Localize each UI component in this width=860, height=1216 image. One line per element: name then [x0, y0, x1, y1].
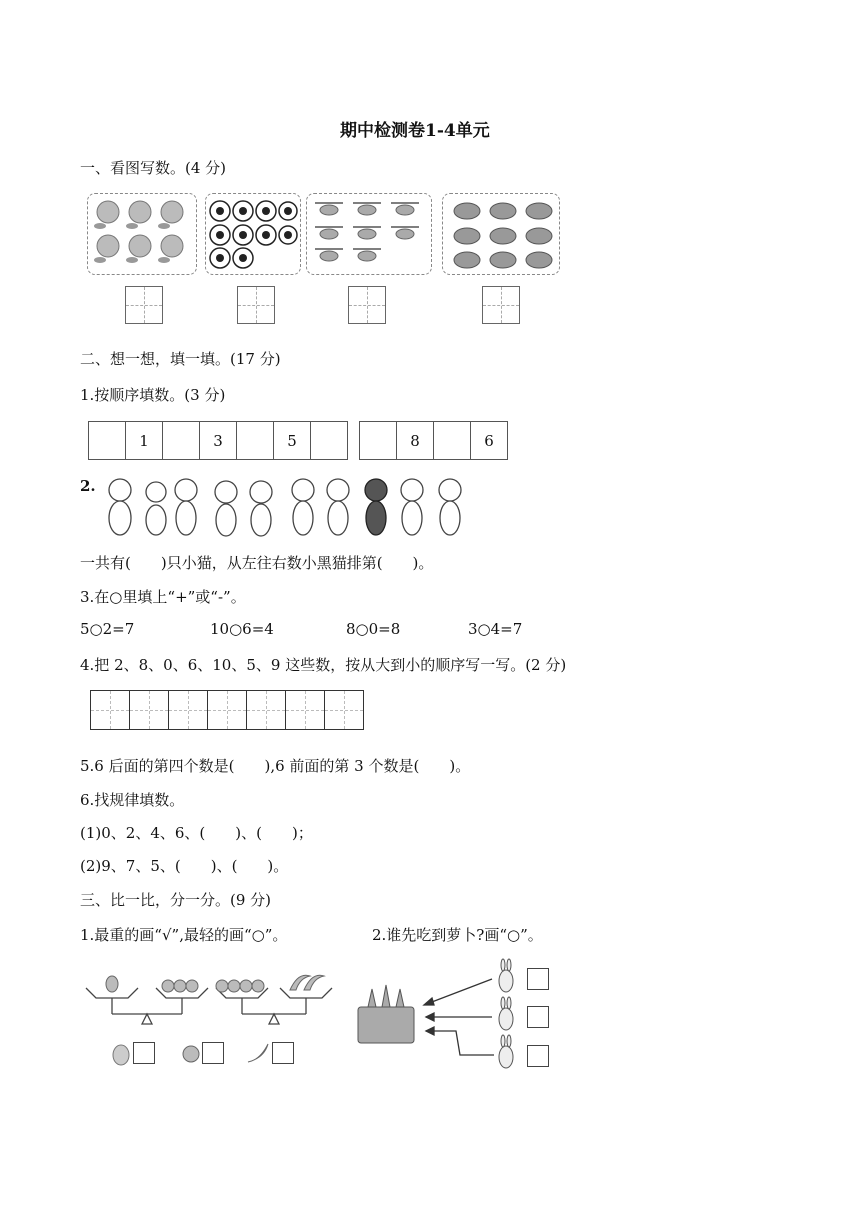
- answer-box-rabbit-1[interactable]: [527, 968, 549, 990]
- balance-scales-picture: [84, 968, 344, 1034]
- ordering-cell[interactable]: [91, 691, 130, 729]
- pattern-1: (1)0、2、4、6、( )、( )；: [80, 824, 313, 842]
- eggplants-picture: [442, 193, 560, 275]
- question-2-4: 4.把 2、8、0、6、10、5、9 这些数，按从大到小的顺序写一写。(2 分): [80, 656, 567, 674]
- sequence-row-2: [359, 421, 508, 460]
- sequence-cell: 3: [200, 422, 237, 459]
- flowers-picture: [87, 193, 197, 275]
- answer-box-eggplants[interactable]: [482, 286, 520, 324]
- question-2-2-number: 2.: [80, 477, 96, 495]
- soccer-balls-picture: [205, 193, 301, 275]
- sequence-cell: 6: [484, 431, 494, 450]
- ordering-cell[interactable]: [325, 691, 363, 729]
- answer-box-helicopters[interactable]: [348, 286, 386, 324]
- question-3-1: 1.最重的画“√”,最轻的画“○”。: [80, 926, 288, 944]
- question-3-2: 2.谁先吃到萝卜?画“○”。: [372, 926, 543, 944]
- question-2-6: 6.找规律填数。: [80, 791, 185, 809]
- sequence-row-1: [88, 421, 348, 460]
- answer-box-apple[interactable]: [202, 1042, 224, 1064]
- answer-box-rabbit-3[interactable]: [527, 1045, 549, 1067]
- cats-picture: [98, 476, 478, 542]
- question-2-3: 3.在○里填上“+”或“-”。: [80, 588, 246, 606]
- section-2-heading: 二、想一想，填一填。(17 分): [80, 350, 281, 368]
- answer-box-pear[interactable]: [133, 1042, 155, 1064]
- section-3-heading: 三、比一比，分一分。(9 分): [80, 891, 272, 909]
- section-1-heading: 一、看图写数。(4 分): [80, 159, 227, 177]
- ordering-cell[interactable]: [169, 691, 208, 729]
- sequence-cell[interactable]: [89, 422, 126, 459]
- equation-2: 10○6=4: [210, 620, 274, 638]
- question-2-5: 5.6 后面的第四个数是( ),6 前面的第 3 个数是( )。: [80, 757, 471, 775]
- rabbits-carrots-picture: [350, 955, 520, 1075]
- ordering-cell[interactable]: [208, 691, 247, 729]
- sequence-cell: 5: [274, 422, 311, 459]
- ordering-cell[interactable]: [286, 691, 325, 729]
- equation-1: 5○2=7: [80, 620, 135, 638]
- sequence-cell: 1: [126, 422, 163, 459]
- page-title: 期中检测卷1-4单元: [340, 121, 490, 141]
- pattern-2: (2)9、7、5、( )、( )。: [80, 857, 289, 875]
- sequence-cell[interactable]: [434, 422, 471, 459]
- pear-icon: [106, 1040, 136, 1066]
- apple-icon: [180, 1042, 202, 1064]
- equation-4: 3○4=7: [468, 620, 523, 638]
- ordering-cell[interactable]: [130, 691, 169, 729]
- answer-box-banana[interactable]: [272, 1042, 294, 1064]
- banana-icon: [244, 1040, 272, 1066]
- answer-box-flowers[interactable]: [125, 286, 163, 324]
- ordering-cell[interactable]: [247, 691, 286, 729]
- equation-3: 8○0=8: [346, 620, 401, 638]
- question-2-1: 1.按顺序填数。(3 分): [80, 386, 226, 404]
- answer-box-balls[interactable]: [237, 286, 275, 324]
- helicopters-picture: [306, 193, 432, 275]
- sequence-cell[interactable]: [237, 422, 274, 459]
- sequence-cell[interactable]: [311, 422, 347, 459]
- sequence-cell[interactable]: [163, 422, 200, 459]
- question-2-2: 一共有( )只小猫，从左往右数小黑猫排第( )。: [80, 554, 434, 572]
- sequence-cell: 8: [397, 422, 434, 459]
- answer-box-rabbit-2[interactable]: [527, 1006, 549, 1028]
- ordering-grid: [90, 690, 364, 730]
- sequence-cell[interactable]: [360, 422, 397, 459]
